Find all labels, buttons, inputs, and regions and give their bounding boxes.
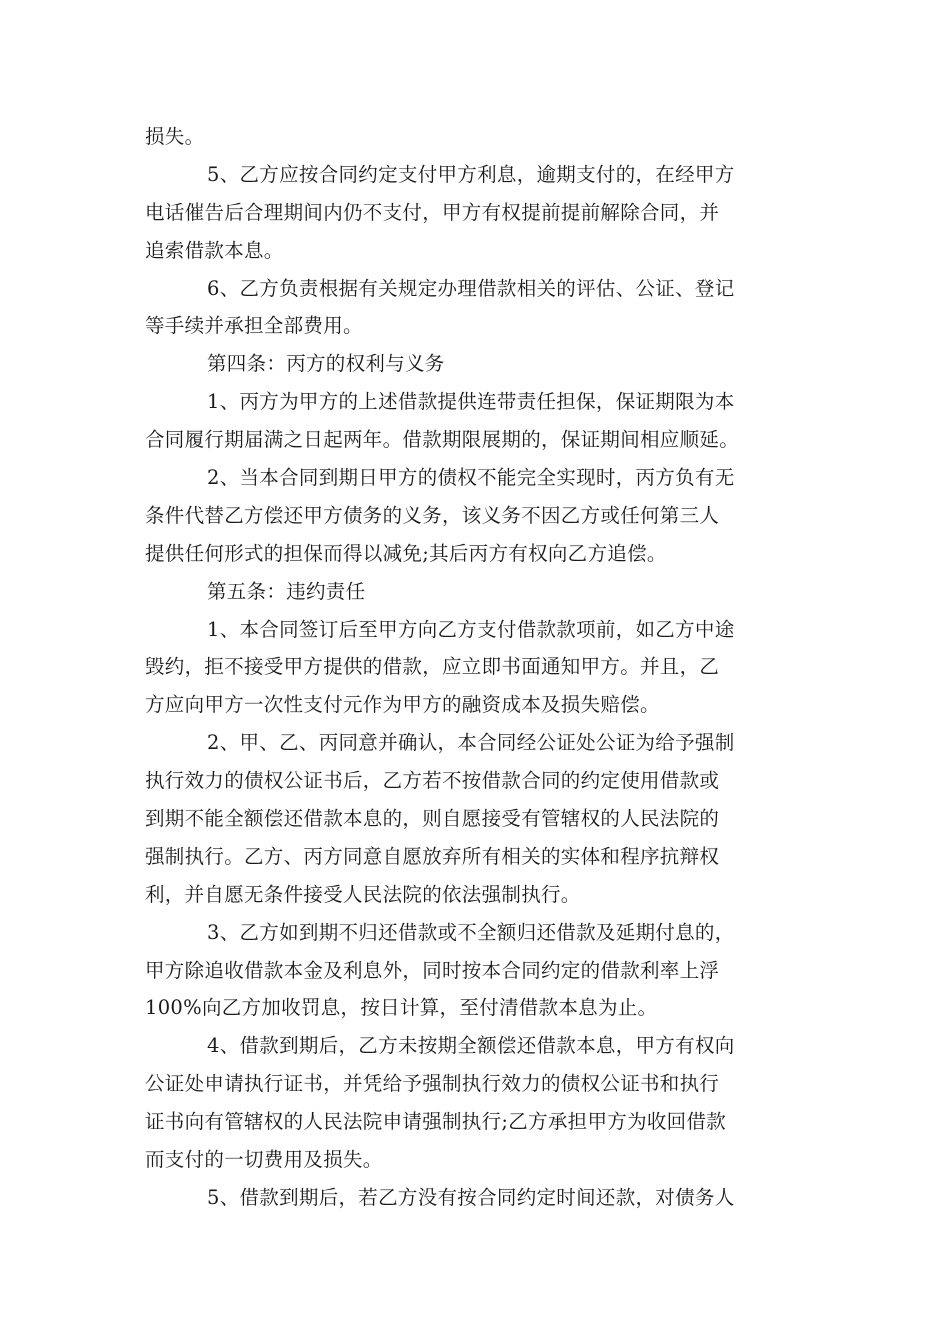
text-line: 损失。	[145, 125, 205, 148]
text-line: 第五条：违约责任	[207, 579, 366, 603]
text-line: 100%向乙方加收罚息，按日计算，至付清借款本息为止。	[145, 996, 658, 1020]
text-line: 6、乙方负责根据有关规定办理借款相关的评估、公证、登记	[207, 276, 735, 300]
text-line: 2、当本合同到期日甲方的债权不能完全实现时，丙方负有无	[207, 466, 735, 490]
text-line: 4、借款到期后，乙方未按期全额偿还借款本息，甲方有权向	[207, 1034, 735, 1058]
text-line: 强制执行。乙方、丙方同意自愿放弃所有相关的实体和程序抗辩权	[145, 844, 720, 868]
text-line: 证书向有管辖权的人民法院申请强制执行;乙方承担甲方为收回借款	[145, 1110, 727, 1134]
text-line: 5、借款到期后，若乙方没有按合同约定时间还款，对债务人	[207, 1185, 735, 1209]
text-line: 而支付的一切费用及损失。	[145, 1148, 383, 1172]
text-line: 甲方除追收借款本金及利息外，同时按本合同约定的借款利率上浮	[145, 958, 720, 982]
text-line: 电话催告后合理期间内仍不支付，甲方有权提前提前解除合同，并	[145, 200, 720, 224]
text-line: 1、本合同签订后至甲方向乙方支付借款款项前，如乙方中途	[207, 617, 735, 641]
text-line: 合同履行期届满之日起两年。借款期限展期的，保证期间相应顺延。	[145, 428, 740, 452]
text-line: 5、乙方应按合同约定支付甲方利息，逾期支付的，在经甲方	[207, 162, 735, 186]
text-line: 公证处申请执行证书，并凭给予强制执行效力的债权公证书和执行	[145, 1072, 720, 1096]
text-line: 执行效力的债权公证书后，乙方若不按借款合同的约定使用借款或	[145, 769, 720, 793]
text-line: 第四条：丙方的权利与义务	[207, 352, 445, 376]
document-body	[145, 118, 807, 1217]
text-line: 条件代替乙方偿还甲方债务的义务，该义务不因乙方或任何第三人	[145, 503, 720, 527]
text-line: 提供任何形式的担保而得以减免;其后丙方有权向乙方追偿。	[145, 541, 667, 565]
text-line: 2、甲、乙、丙同意并确认，本合同经公证处公证为给予强制	[207, 731, 735, 755]
text-line: 方应向甲方一次性支付元作为甲方的融资成本及损失赔偿。	[145, 693, 660, 717]
text-line: 追索借款本息。	[145, 238, 284, 262]
text-line: 等手续并承担全部费用。	[145, 314, 363, 338]
text-line: 毁约，拒不接受甲方提供的借款，应立即书面通知甲方。并且，乙	[145, 655, 720, 679]
text-line: 1、丙方为甲方的上述借款提供连带责任担保，保证期限为本	[207, 390, 735, 414]
text-line: 到期不能全额偿还借款本息的，则自愿接受有管辖权的人民法院的	[145, 807, 720, 831]
text-line: 3、乙方如到期不归还借款或不全额归还借款及延期付息的，	[207, 920, 735, 944]
text-line: 利，并自愿无条件接受人民法院的依法强制执行。	[145, 882, 581, 906]
